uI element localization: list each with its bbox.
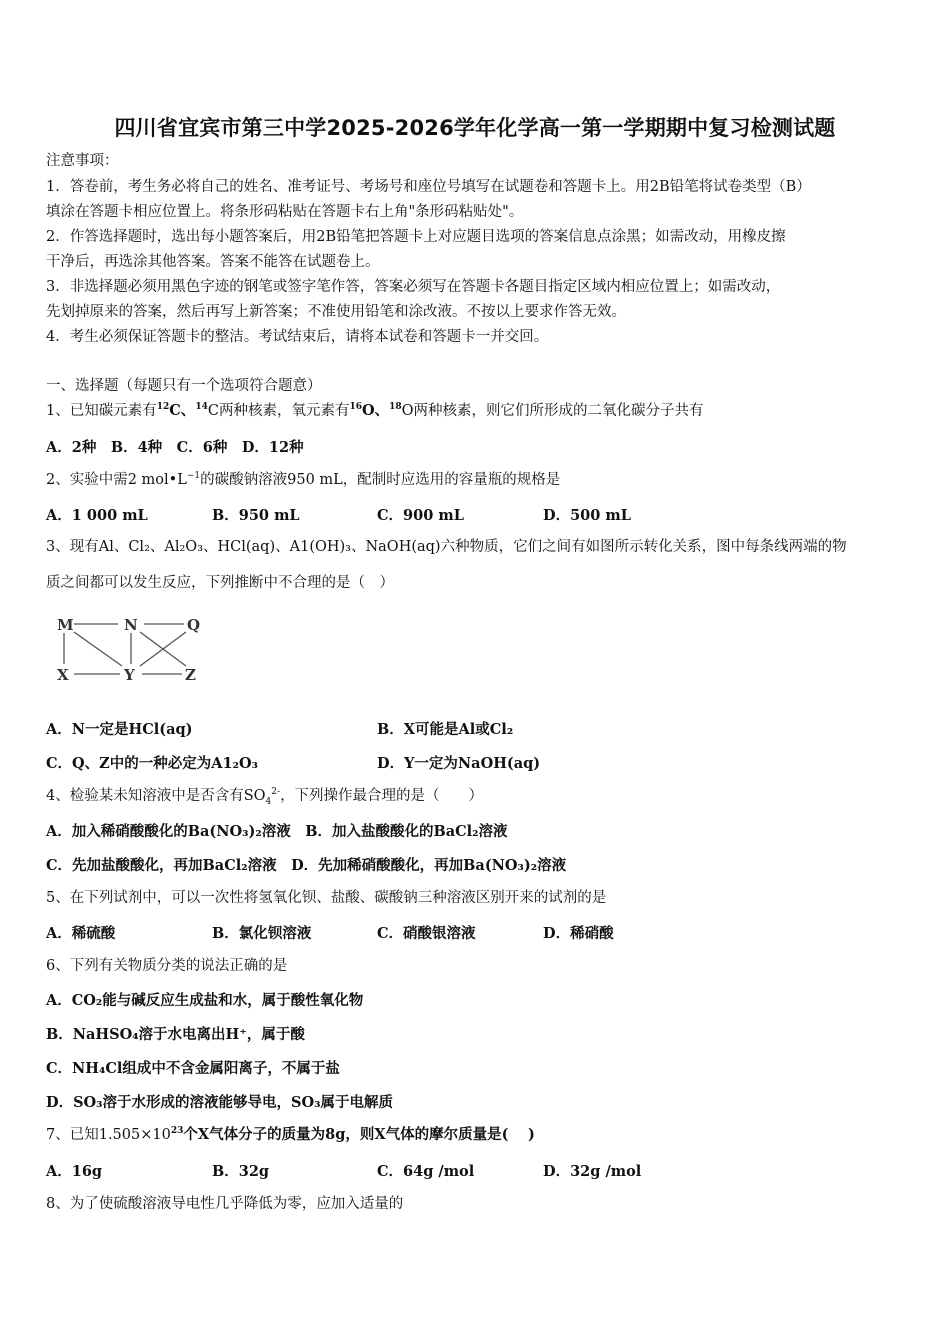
question-2-option-d: D．500 mL xyxy=(543,507,631,524)
question-7-option-d: D．32g /mol xyxy=(543,1163,642,1180)
section-heading: 一、选择题（每题只有一个选项符合题意） xyxy=(46,378,322,394)
question-7-option-c: C．64g /mol xyxy=(377,1163,475,1180)
notice-line: 2．作答选择题时，选出每小题答案后，用2B铅笔把答题卡上对应题目选项的答案信息点涂黑；如需改动，用橡皮擦 xyxy=(46,229,786,245)
question-6-option-c: C．NH₄Cl组成中不含金属阳离子，不属于盐 xyxy=(46,1060,340,1077)
notice-line: 填涂在答题卡相应位置上。将条形码粘贴在答题卡右上角"条形码粘贴处"。 xyxy=(46,204,524,220)
question-3-stem-line-2: 质之间都可以发生反应，下列推断中不合理的是（ ） xyxy=(46,575,394,591)
question-4-stem: 4、检验某未知溶液中是否含有$SO_4^{2-}$，下列操作最合理的是（ ） xyxy=(46,787,484,807)
question-8-stem: 8、为了使硫酸溶液导电性几乎降低为零，应加入适量的 xyxy=(46,1196,404,1212)
notice-line: 1．答卷前，考生务必将自己的姓名、准考证号、考场号和座位号填写在试题卷和答题卡上。用2B铅笔将试卷类型（B） xyxy=(46,179,811,195)
notice-line: 3．非选择题必须用黑色字迹的钢笔或签字笔作答，答案必须写在答题卡各题目指定区域内相应位置上；如需改动， xyxy=(46,279,781,295)
question-5-option-a: A．稀硫酸 xyxy=(46,925,116,942)
node-z: Z xyxy=(185,666,196,684)
question-2-option-b: B．950 mL xyxy=(212,507,300,524)
question-3-stem-line-1: 3、现有Al、Cl₂、Al₂O₃、HCl(aq)、A1(OH)₃、NaOH(aq)六种物质，它们之间有如图所示转化关系，图中每条线两端的物 xyxy=(46,539,847,555)
question-5-stem: 5、在下列试剂中，可以一次性将氢氧化钡、盐酸、碳酸钠三种溶液区别开来的试剂的是 xyxy=(46,890,607,906)
notice-line: 干净后，再选涂其他答案。答案不能答在试题卷上。 xyxy=(46,254,380,270)
question-6-stem: 6、下列有关物质分类的说法正确的是 xyxy=(46,958,288,974)
question-3-option-b: B．X可能是Al或Cl₂ xyxy=(377,721,514,738)
edge-m-y xyxy=(74,632,122,666)
node-y: Y xyxy=(124,666,135,684)
question-2-stem: 2、实验中需2 $mol•L^{-1}$的碳酸钠溶液950 mL，配制时应选用的容量瓶的规格是 xyxy=(46,471,561,488)
reaction-diagram xyxy=(52,610,212,690)
question-5-option-b: B．氯化钡溶液 xyxy=(212,925,312,942)
question-4-options-cd: C．先加盐酸酸化，再加BaCl₂溶液 D．先加稀硝酸酸化，再加Ba(NO₃)₂溶液 xyxy=(46,857,567,874)
notice-line: 4．考生必须保证答题卡的整洁。考试结束后，请将本试卷和答题卡一并交回。 xyxy=(46,329,549,345)
page-title: 四川省宜宾市第三中学2025-2026学年化学高一第一学期期中复习检测试题 xyxy=(114,116,836,140)
question-2-option-a: A．1 000 mL xyxy=(46,507,148,524)
question-4-options-ab: A．加入稀硝酸酸化的Ba(NO₃)₂溶液 B．加入盐酸酸化的BaCl₂溶液 xyxy=(46,823,508,840)
node-m: M xyxy=(57,616,74,634)
question-6-option-b: B．NaHSO₄溶于水电离出H⁺，属于酸 xyxy=(46,1026,305,1043)
question-3-option-d: D．Y一定为NaOH(aq) xyxy=(377,755,541,772)
question-5-option-d: D．稀硝酸 xyxy=(543,925,614,942)
question-1-stem: 1、已知碳元素有$^{12}$C、$^{14}$C两种核素，氧元素有$^{16}$O、$^{18}$O两种核素，则它们所形成的二氧化碳分子共有 xyxy=(46,402,704,419)
question-3-option-a: A．N一定是HCl(aq) xyxy=(46,721,193,738)
question-1-options: A．2种 B．4种 C．6种 D．12种 xyxy=(46,439,304,456)
question-7-option-b: B．32g xyxy=(212,1163,270,1180)
notice-line: 先划掉原来的答案，然后再写上新答案；不准使用铅笔和涂改液。不按以上要求作答无效。 xyxy=(46,304,626,320)
question-3-option-c: C．Q、Z中的一种必定为A1₂O₃ xyxy=(46,755,258,772)
notice-heading: 注意事项： xyxy=(46,153,119,169)
question-2-option-c: C．900 mL xyxy=(377,507,464,524)
question-7-stem: 7、已知$1.505\times 10^{23}$个X气体分子的质量为8g，则X气体的摩尔质量是( ) xyxy=(46,1126,535,1143)
question-7-option-a: A．16g xyxy=(46,1163,103,1180)
node-q: Q xyxy=(187,616,201,634)
node-n: N xyxy=(124,616,138,634)
question-6-option-a: A．CO₂能与碱反应生成盐和水，属于酸性氧化物 xyxy=(46,992,364,1009)
node-x: X xyxy=(57,666,69,684)
question-5-option-c: C．硝酸银溶液 xyxy=(377,925,476,942)
question-6-option-d: D．SO₃溶于水形成的溶液能够导电，SO₃属于电解质 xyxy=(46,1094,393,1111)
